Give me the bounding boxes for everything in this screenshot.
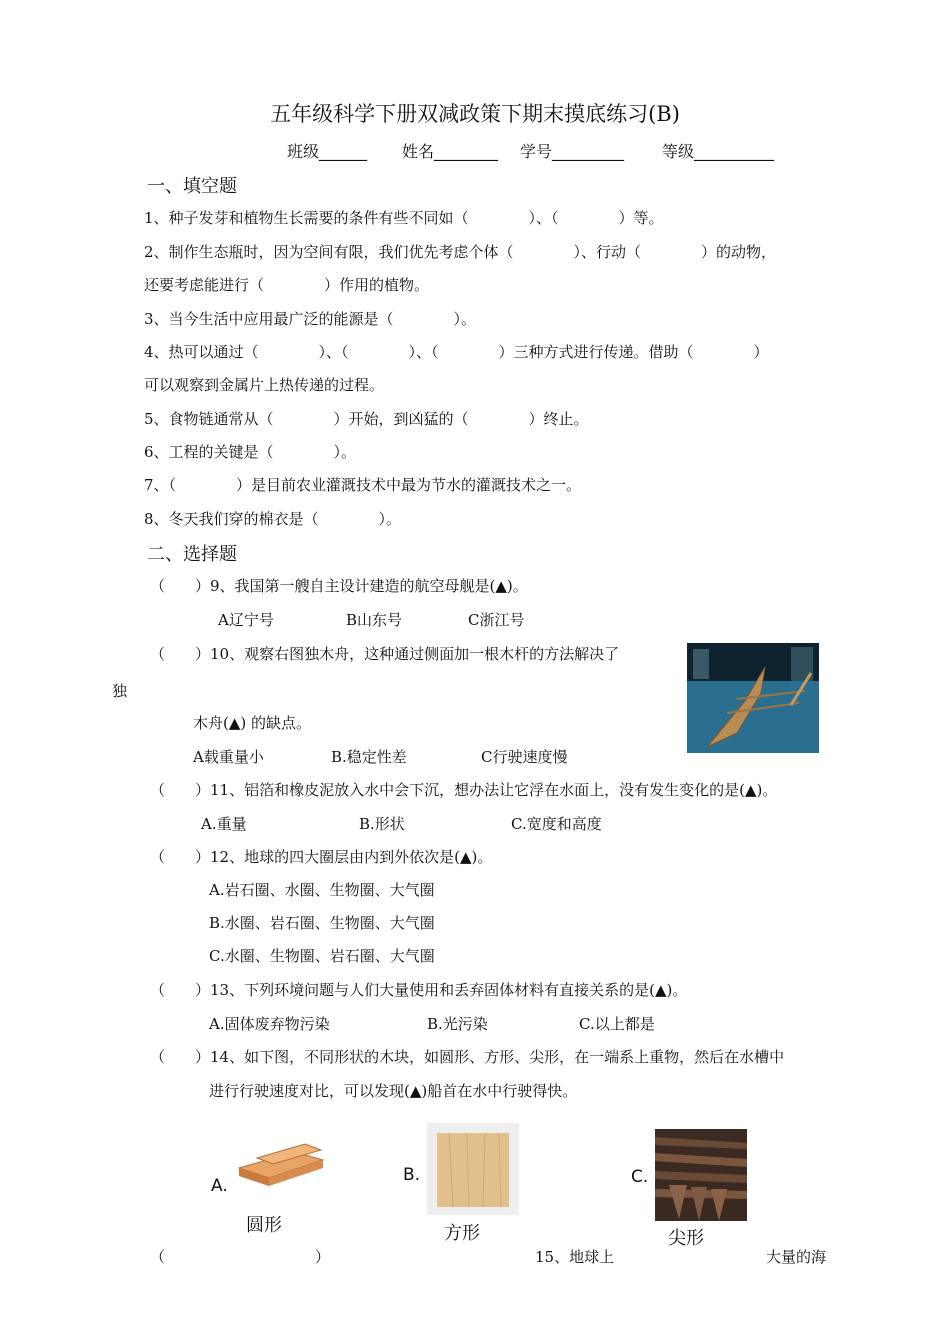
figure-b-letter: B. (403, 1165, 421, 1185)
question-13: （ ）13、下列环境问题与人们大量使用和丢弃固体材料有直接关系的是(▲)。 (150, 981, 688, 999)
pointed-wood-image (655, 1129, 747, 1221)
question-10-line2: 木舟(▲) 的缺点。 (193, 714, 312, 732)
question-10-option-c: C行驶速度慢 (481, 748, 568, 766)
figure-c-letter: C. (631, 1167, 649, 1187)
question-10-wrap: 独 (112, 682, 128, 700)
question-11-option-a: A.重量 (201, 815, 247, 833)
question-4-line2: 可以观察到金属片上热传递的过程。 (144, 376, 385, 394)
question-12-option-c: C.水圈、生物圈、岩石圈、大气圈 (209, 947, 435, 965)
question-1: 1、种子发芽和植物生长需要的条件有些不同如（ ）、（ ）等。 (144, 209, 664, 227)
round-wood-image (235, 1138, 327, 1188)
question-13-option-c: C.以上都是 (579, 1015, 655, 1033)
section-choice-heading: 二、选择题 (147, 544, 237, 565)
figure-c-caption: 尖形 (668, 1228, 704, 1249)
question-12-option-b: B.水圈、岩石圈、生物圈、大气圈 (209, 914, 435, 932)
question-9-option-a: A辽宁号 (218, 611, 274, 629)
section-fill-blank-heading: 一、填空题 (147, 176, 237, 197)
question-13-option-a: A.固体废弃物污染 (209, 1015, 330, 1033)
question-10-option-b: B.稳定性差 (331, 748, 407, 766)
question-15-answer-paren: （ ） (150, 1248, 331, 1266)
question-11-option-c: C.宽度和高度 (511, 815, 602, 833)
question-9-option-c: C浙江号 (468, 611, 525, 629)
question-2-line1: 2、制作生态瓶时，因为空间有限，我们优先考虑个体（ ）、行动（ ）的动物， (144, 243, 777, 261)
class-field[interactable]: 班级______ (287, 142, 368, 161)
square-wood-image (427, 1123, 519, 1215)
question-2-line2: 还要考虑能进行（ ）作用的植物。 (144, 276, 430, 294)
question-12-option-a: A.岩石圈、水圈、生物圈、大气圈 (209, 881, 435, 899)
grade-field[interactable]: 等级__________ (662, 142, 775, 161)
figure-a-letter: A. (211, 1176, 228, 1196)
question-5: 5、食物链通常从（ ）开始，到凶猛的（ ）终止。 (144, 410, 589, 428)
question-8: 8、冬天我们穿的棉衣是（ ）。 (144, 510, 402, 528)
question-10-option-a: A载重量小 (193, 748, 264, 766)
question-15-start: 15、地球上 (535, 1248, 615, 1266)
question-9: （ ）9、我国第一艘自主设计建造的航空母舰是(▲)。 (150, 577, 528, 595)
page-title: 五年级科学下册双减政策下期末摸底练习(B) (270, 102, 680, 126)
question-10-line1: （ ）10、观察右图独木舟，这种通过侧面加一根木杆的方法解决了 (150, 645, 620, 663)
question-15-continued: 大量的海 (766, 1248, 827, 1266)
question-3: 3、当今生活中应用最广泛的能源是（ ）。 (144, 310, 477, 328)
question-12: （ ）12、地球的四大圈层由内到外依次是(▲)。 (150, 848, 493, 866)
figure-b-caption: 方形 (444, 1223, 480, 1244)
question-6: 6、工程的关键是（ ）。 (144, 443, 357, 461)
figure-a-caption: 圆形 (246, 1215, 282, 1236)
question-7: 7、（ ）是目前农业灌溉技术中最为节水的灌溉技术之一。 (144, 476, 582, 494)
question-14-line1: （ ）14、如下图，不同形状的木块，如圆形、方形、尖形，在一端系上重物，然后在水槽中 (150, 1048, 785, 1066)
question-4-line1: 4、热可以通过（ ）、（ ）、（ ）三种方式进行传递。借助（ ） (144, 343, 769, 361)
question-11-option-b: B.形状 (359, 815, 405, 833)
name-field[interactable]: 姓名________ (402, 142, 499, 161)
canoe-photo (687, 643, 819, 753)
question-14-line2: 进行行驶速度对比，可以发现(▲)船首在水中行驶得快。 (209, 1082, 578, 1100)
question-11: （ ）11、铝箔和橡皮泥放入水中会下沉，想办法让它浮在水面上，没有发生变化的是(▲)。 (150, 781, 778, 799)
student-id-field[interactable]: 学号_________ (520, 142, 625, 161)
question-9-option-b: B山东号 (346, 611, 403, 629)
question-13-option-b: B.光污染 (427, 1015, 488, 1033)
